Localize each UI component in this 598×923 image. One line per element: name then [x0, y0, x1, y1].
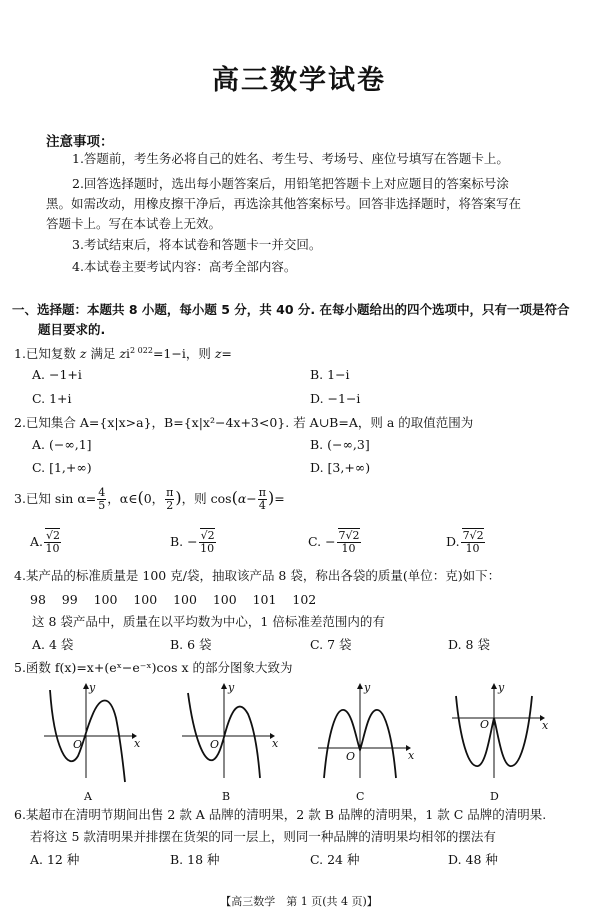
q5-graph-c [314, 678, 414, 788]
section1-heading: 一、选择题：本题共 8 小题，每小题 5 分，共 40 分. 在每小题给出的四个选项中，只有一项是符合 [12, 302, 570, 317]
page-footer: 【高三数学 第 1 页(共 4 页)】 [220, 895, 378, 908]
q5-graph-b [178, 678, 278, 788]
section1-heading-cont: 题目要求的. [38, 322, 106, 337]
q6-option-b: B. 18 种 [170, 852, 220, 867]
note-2c: 答题卡上。写在本试卷上无效。 [46, 216, 222, 231]
q5-graph-d [448, 678, 548, 788]
q1-option-c: C. 1+i [32, 391, 72, 406]
q2-option-c: C. [1,+∞) [32, 460, 92, 475]
q5-stem: 5.函数 f(x)=x+(eˣ−e⁻ˣ)cos x 的部分图象大致为 [14, 660, 293, 675]
q1-option-a: A. −1+i [32, 367, 82, 382]
q4-option-d: D. 8 袋 [448, 637, 490, 652]
q2-option-b: B. (−∞,3] [310, 437, 370, 452]
q6-stem-2: 若将这 5 款清明果并排摆在货架的同一层上，则同一种品牌的清明果均相邻的摆法有 [30, 829, 496, 844]
q6-option-a: A. 12 种 [30, 852, 80, 867]
q6-option-c: C. 24 种 [310, 852, 360, 867]
note-3: 3.考试结束后，将本试卷和答题卡一并交回。 [72, 237, 322, 252]
q3-option-d: D. $\frac{7√2}{10}$ [446, 529, 484, 555]
q4-question: 这 8 袋产品中，质量在以平均数为中心，1 倍标准差范围内的有 [32, 614, 385, 629]
q4-option-b: B. 6 袋 [170, 637, 212, 652]
q5-label-a: A [84, 790, 92, 803]
note-2a: 2.回答选择题时，选出每小题答案后，用铅笔把答题卡上对应题目的答案标号涂 [72, 176, 509, 191]
q2-option-d: D. [3,+∞) [310, 460, 371, 475]
q5-graph-a [40, 678, 140, 788]
q5-label-b: B [222, 790, 231, 803]
q6-stem-1: 6.某超市在清明节期间出售 2 款 A 品牌的清明果，2 款 B 品牌的清明果，1 款 C 品牌的清明果. [14, 807, 547, 822]
notes-heading: 注意事项： [46, 134, 114, 150]
q6-option-d: D. 48 种 [448, 852, 498, 867]
note-1: 1.答题前，考生务必将自己的姓名、考生号、考场号、座位号填写在答题卡上。 [72, 151, 509, 166]
q4-option-c: C. 7 袋 [310, 637, 352, 652]
q2-stem: 2.已知集合 A={x|x>a}，B={x|x²−4x+3<0}. 若 A∪B=A，则 a 的取值范围为 [14, 415, 474, 430]
page-title: 高三数学试卷 [212, 65, 386, 96]
q4-data: 98 99 100 100 100 100 101 102 [30, 592, 317, 607]
q4-stem: 4.某产品的标准质量是 100 克/袋，抽取该产品 8 袋，称出各袋的质量(单位：克)如下： [14, 568, 501, 583]
q3-option-b: B. − $\frac{√2}{10}$ [170, 529, 215, 555]
q4-option-a: A. 4 袋 [32, 637, 74, 652]
q1-option-b: B. 1−i [310, 367, 350, 382]
q3-option-c: C. − $\frac{7√2}{10}$ [308, 529, 360, 555]
q2-option-a: A. (−∞,1] [32, 437, 92, 452]
q1-stem: 1.已知复数 z 满足 $zi^{2 022}=1-i$，则 z= [14, 346, 232, 362]
q5-label-d: D [490, 790, 499, 803]
q3-stem: 3.已知 sin α= $\frac{4}{5}$ ，α∈(0， $\frac{\pi}{2}$ )，则 cos(α− $\frac{\pi}{4}$ )= [14, 486, 285, 512]
q3-option-a: A. $\frac{√2}{10}$ [30, 529, 61, 555]
q1-option-d: D. −1−i [310, 391, 361, 406]
q5-label-c: C [356, 790, 365, 803]
note-2b: 黑。如需改动，用橡皮擦干净后，再选涂其他答案标号。回答非选择题时，将答案写在 [46, 196, 522, 211]
note-4: 4.本试卷主要考试内容：高考全部内容。 [72, 259, 297, 274]
exam-page: 高三数学试卷 注意事项： 1.答题前，考生务必将自己的姓名、考生号、考场号、座位号填写在答题卡上。 2.回答选择题时，选出每小题答案后，用铅笔把答题卡上对应题目的答案标号涂 黑。如需改动，用橡皮擦干净后，再选涂其他答案标号。回答非选择题时，将答案写在 答题卡上。写在本试卷上无效。 3.考试结束后，将本试卷和答题卡一并交回。 4.本试卷主要考试内容：高考全部内容。 一、选择题：本题共 8 小题，每小题 5 分，共 40 分. 在每小题给出的四个选项中，只有一项是符合 题目要求的. 1.已知复数 z 满足 $zi^{2 022}=1-i$，则 z= A. −1+i B. 1−i C. 1+i D. −1−i 2.已知集合 A={x|x>a}，B={x|x²−4x+3<0}. 若 A∪B=A，则 a 的取值范围为 A. (−∞,1] B. (−∞,3] C. [1,+∞) D. [3,+∞) 3.已知 sin α= $\frac{4}{5}$ ，α∈(0， $\frac{\pi}{2}$ )，则 cos(α− $\frac{\pi}{4}$ )= A. $\frac{√2}{10}$ B. − $\frac{√2}{10}$ C. − $\frac{7√2}{10}$ D. $\frac{7√2}{10}$ 4.某产品的标准质量是 100 克/袋，抽取该产品 8 袋，称出各袋的质量(单位：克)如下： 98 99 100 100 100 100 101 102 这 8 袋产品中，质量在以平均数为中心，1 倍标准差范围内的有 A. 4 袋 B. 6 袋 C. 7 袋 D. 8 袋 5.函数 f(x)=x+(eˣ−e⁻ˣ)cos x 的部分图象大致为 y x O A y x O B y x O C y x O D 6.某超市在清明节期间出售 2 款 A 品牌的清明果，2 款 B 品牌的清明果，1 款 C 品牌的清明果. 若将这 5 款清明果并排摆在货架的同一层上，则同一种品牌的清明果均相邻的摆法有 A. 12 种 B. 18 种 C. 24 种 D. 48 种 【高三数学 第 1 页(共 4 页)】 [0, 0, 598, 923]
